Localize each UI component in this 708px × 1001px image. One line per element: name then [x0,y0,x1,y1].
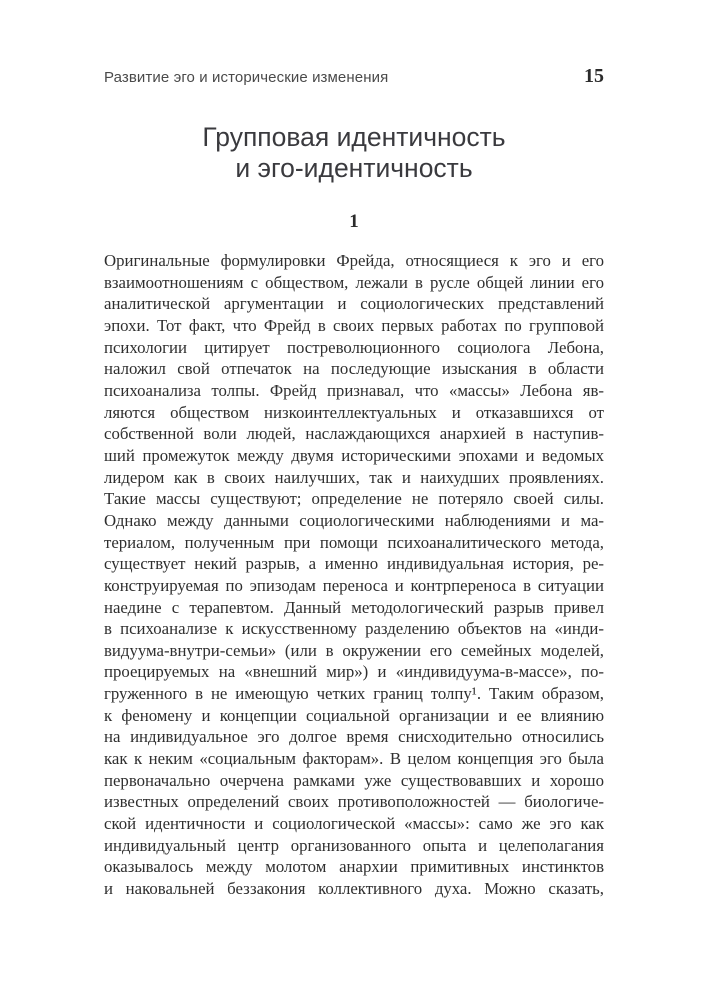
body-line: индивидуальный центр организованного опыта и целеполагания [104,835,604,855]
body-line: взаимоотношениям с обществом, лежали в русле общей линии его [104,272,604,292]
body-line: териалом, полученным при помощи психоаналитического метода, [104,532,604,552]
body-line: видуума-внутри-семьи» (или в окружении его семейных моделей, [104,640,604,660]
body-line: проецируемых на «внешний мир») и «индивидуума-в-массе», по- [104,662,604,682]
body-line: ший промежуток между двумя историческими эпохами и ведомых [104,445,604,465]
body-line: Оригинальные формулировки Фрейда, относящиеся к эго и его [104,251,604,270]
body-line: и наковальней беззакония коллективного духа. Можно сказать, [104,879,604,899]
running-head: Развитие эго и исторические изменения [104,69,389,86]
body-line: конструируемая по эпизодам переноса и контрпереноса в ситуации [104,575,604,595]
section-number: 1 [349,211,359,232]
chapter-title-line-2: и эго-идентичность [235,153,473,183]
body-line: лидером как в своих наилучших, так и наихудших проявлениях. [104,467,604,487]
page-header [104,66,604,88]
chapter-title [0,122,708,184]
body-line: как к неким «социальным факторам». В целом концепция эго была [104,749,604,769]
body-line: наедине с терапевтом. Данный методологический разрыв привел [104,597,604,617]
body-line: психоанализа толпы. Фрейд признавал, что «массы» Лебона яв- [104,380,604,400]
body-line: наложил свой отпечаток на последующие изыскания в области [104,359,604,379]
body-line: психологии цитирует постреволюционного социолога Лебона, [104,337,604,357]
body-line: ляются обществом низкоинтеллектуальных и отказавшихся от [104,402,604,422]
body-line: на индивидуальное эго долгое время снисходительно относились [104,727,604,747]
body-line: груженного в не имеющую четких границ толпу¹. Таким образом, [104,684,604,704]
body-line: ской идентичности и социологической «массы»: само же эго как [104,814,604,834]
body-line: Такие массы существуют; определение не потеряло своей силы. [104,489,604,509]
body-line: Однако между данными социологическими наблюдениями и ма- [104,510,604,530]
body-line: в психоанализе к искусственному разделению объектов на «инди- [104,619,604,639]
body-text [104,250,604,900]
body-line: известных определений своих противоположностей — биологиче- [104,792,604,812]
body-line: существует некий разрыв, а именно индивидуальная история, ре- [104,554,604,574]
page-number: 15 [584,65,604,87]
chapter-title-line-1: Групповая идентичность [202,122,506,152]
body-line: первоначально очерчена рамками уже существовавших и хорошо [104,770,604,790]
body-line: эпохи. Тот факт, что Фрейд в своих первых работах по групповой [104,315,604,335]
body-line: к феномену и концепции социальной организации и ее влиянию [104,705,604,725]
body-line: аналитической аргументации и социологических представлений [104,294,604,314]
body-line: оказывалось между молотом анархии примитивных инстинктов [104,857,604,877]
body-line: собственной воли людей, наслаждающихся анархией в наступив- [104,424,604,444]
